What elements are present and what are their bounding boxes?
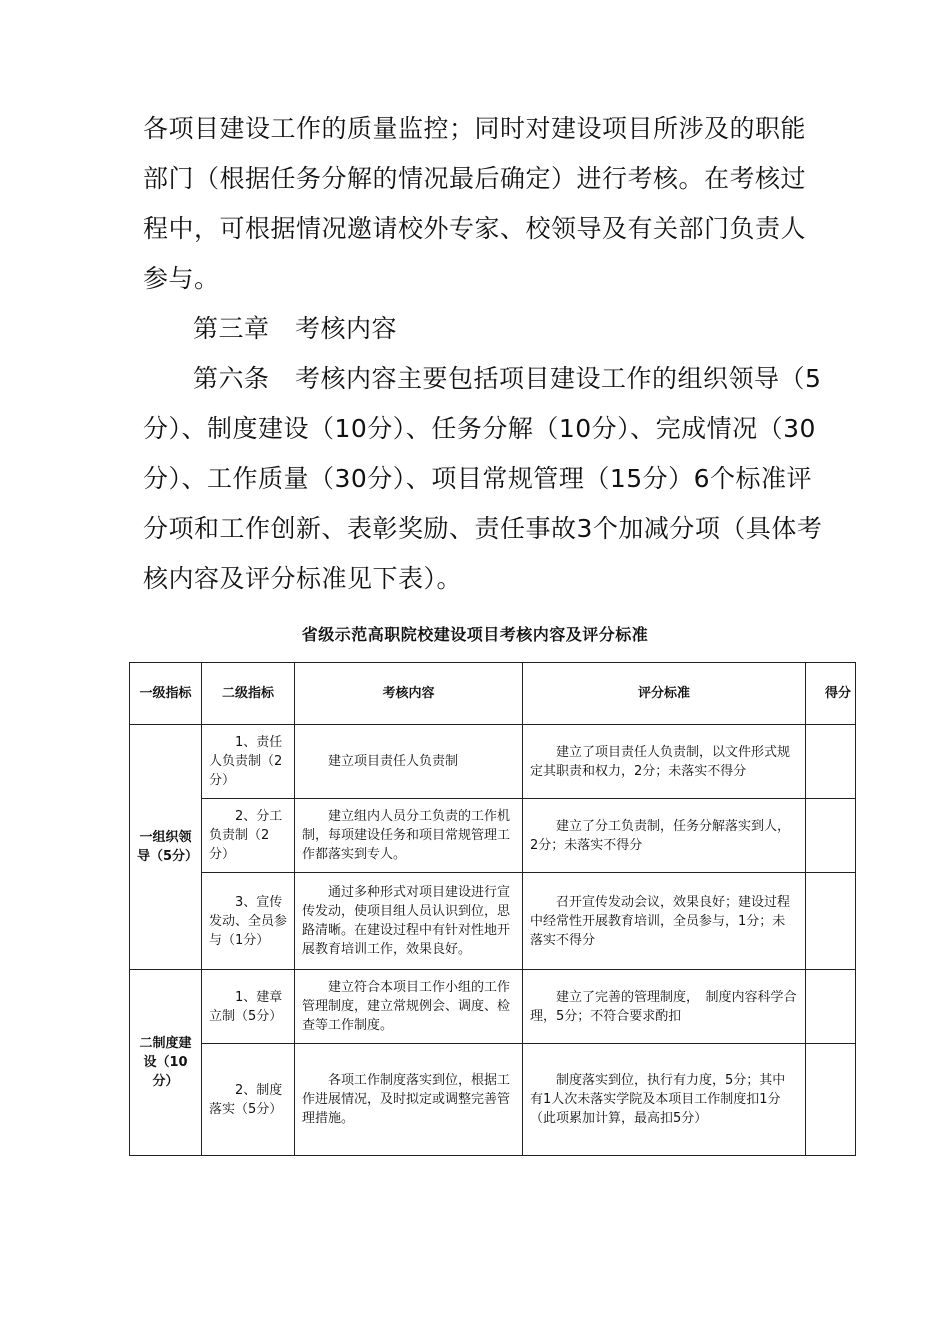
level1-cell-organization: 一组织领导（5分） <box>130 725 202 970</box>
header-level2: 二级指标 <box>202 663 295 725</box>
header-content: 考核内容 <box>295 663 523 725</box>
criteria-cell: 制度落实到位，执行有力度，5分；其中有1人次未落实学院及本项目工作制度扣1分（此项累加计算，最高扣5分） <box>523 1044 806 1156</box>
paragraph-text: 各项目建设工作的质量监控；同时对建设项目所涉及的职能部门（根据任务分解的情况最后确定）进行考核。在考核过程中，可根据情况邀请校外专家、校领导及有关部门负责人参与。 <box>143 114 807 293</box>
level2-cell: 1、责任人负责制（2分） <box>202 725 295 799</box>
score-cell[interactable] <box>806 725 856 799</box>
assessment-table <box>129 662 856 1156</box>
table-row <box>130 970 856 1044</box>
header-criteria: 评分标准 <box>523 663 806 725</box>
table-title: 省级示范高职院校建设项目考核内容及评分标准 <box>301 625 649 644</box>
level2-cell: 2、制度落实（5分） <box>202 1044 295 1156</box>
level2-cell: 3、宣传发动、全员参与（1分） <box>202 873 295 970</box>
content-cell: 通过多种形式对项目建设进行宣传发动，使项目组人员认识到位，思路清晰。在建设过程中有针对性地开展教育培训工作，效果良好。 <box>295 873 523 970</box>
table-row <box>130 1044 856 1156</box>
level1-cell-regulation: 二制度建设（10分） <box>130 970 202 1156</box>
table-header-row <box>130 663 856 725</box>
level2-cell: 1、建章立制（5分） <box>202 970 295 1044</box>
criteria-cell: 建立了项目责任人负责制，以文件形式规定其职责和权力，2分；未落实不得分 <box>523 725 806 799</box>
table-row <box>130 799 856 873</box>
chapter-heading: 第三章 考核内容 <box>193 314 398 343</box>
criteria-cell: 建立了分工负责制，任务分解落实到人，2分；未落实不得分 <box>523 799 806 873</box>
content-cell: 建立项目责任人负责制 <box>295 725 523 799</box>
paragraph-text: 第六条 考核内容主要包括项目建设工作的组织领导（5分）、制度建设（10分）、任务分解（10分）、完成情况（30分）、工作质量（30分）、项目常规管理（15分）6个标准评分项和工作创新、表彰奖励、责任事故3个加减分项（具体考核内容及评分标准见下表）。 <box>143 364 823 593</box>
score-cell[interactable] <box>806 873 856 970</box>
content-cell: 各项工作制度落实到位，根据工作进展情况，及时拟定或调整完善管理措施。 <box>295 1044 523 1156</box>
header-score: 得分 <box>806 663 856 725</box>
criteria-cell: 建立了完善的管理制度， 制度内容科学合理，5分；不符合要求酌扣 <box>523 970 806 1044</box>
table-row <box>130 873 856 970</box>
score-cell[interactable] <box>806 799 856 873</box>
body-paragraph-2 <box>143 354 823 604</box>
content-cell: 建立组内人员分工负责的工作机制，每项建设任务和项目常规管理工作都落实到专人。 <box>295 799 523 873</box>
score-cell[interactable] <box>806 1044 856 1156</box>
criteria-cell: 召开宣传发动会议，效果良好；建设过程中经常性开展教育培训，全员参与，1分；未落实不得分 <box>523 873 806 970</box>
table-row <box>130 725 856 799</box>
body-paragraph-1 <box>143 104 823 304</box>
header-level1: 一级指标 <box>130 663 202 725</box>
level2-cell: 2、分工负责制（2分） <box>202 799 295 873</box>
score-cell[interactable] <box>806 970 856 1044</box>
content-cell: 建立符合本项目工作小组的工作管理制度，建立常规例会、调度、检查等工作制度。 <box>295 970 523 1044</box>
